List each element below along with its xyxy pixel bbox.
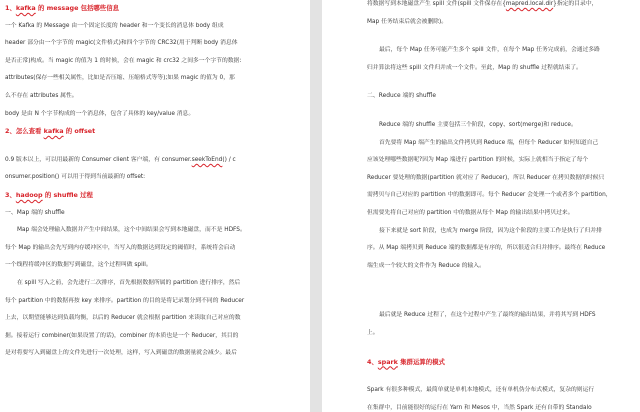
paragraph-line: 端生成一个较大的文件作为 Reduce 的输入。 [367, 262, 485, 269]
paragraph-line: 么不存在 attributes 属性。 [5, 92, 78, 99]
paragraph-line: header 部分由一个字节的 magic(文件格式)和四个字节的 CRC32(用于判断 body 消息体 [5, 40, 238, 47]
paragraph-line: Reduce 端的 shuffle 主要包括三个阶段，copy、sort(merge)和 reduce。 [379, 121, 577, 128]
paragraph-line: 最后，每个 Map 任务可能产生多个 spill 文件，在每个 Map 任务完成前，会通过多路 [379, 47, 600, 54]
spellcheck-underline: seekToEnd [191, 156, 223, 163]
paragraph-line: Map 任务结束后就会被删除)。 [367, 18, 448, 25]
paragraph-line: 上去，以期望能够达到负载均衡，以后的 Reducer 就会根据 partition 来读取自己对应的数 [5, 315, 241, 322]
paragraph-line: 归并算法将这些 spill 文件归并成一个文件。至此，Map 的 shuffle 过程就结束了。 [367, 64, 582, 71]
subsection-heading: 二、Reduce 端的 shuffle [367, 93, 436, 100]
section-heading-1: 1、kafka 的 message 包括哪些信息 [5, 4, 119, 12]
section-heading-4: 4、spark 集群运算的模式 [367, 357, 445, 366]
spellcheck-underline: hadoop [15, 190, 43, 199]
paragraph-line: 应该处理哪些数据呢?因为 Map 端进行 partition 的时候，实际上就相当于指定了每个 [367, 157, 589, 164]
paragraph-line: 据。接着运行 combiner(如果设置了的话)，combiner 的本质也是一个 Reducer，其目的 [5, 332, 239, 339]
spellcheck-underline: mapred.local.dir [505, 1, 554, 7]
paragraph-line: 一个 Kafka 的 Message 由一个固定长度的 header 和一个变长的消息体 body 组成 [5, 22, 224, 29]
spellcheck-underline: kafka [15, 4, 36, 12]
paragraph-line: 上。 [367, 329, 379, 336]
section-heading-2: 2、怎么查看 kafka 的 offset [5, 127, 96, 136]
paragraph-line: 需拷贝与自己对应的 partition 中的数据即可。每个 Reducer 会处理一个或者多个 partition， [367, 192, 612, 199]
paragraph-line: onsumer.position() 可以用于得到当前最新的 offset: [5, 174, 146, 181]
paragraph-line: 在集群中，目前能很好的运行在 Yarn 和 Mesos 中，当然 Spark 还有自带的 Standalo [367, 404, 592, 411]
paragraph-line: Spark 有很多种模式，最简单就是单机本地模式，还有单机伪分布式模式，复杂的则运行 [367, 387, 595, 394]
section-heading-3: 3、hadoop 的 shuffle 过程 [5, 190, 93, 199]
paragraph-line: 序。从 Map 端拷贝到 Reduce 端的数据都是有序的，所以很适合归并排序。最终在 Reduce [367, 245, 606, 252]
paragraph-line: 一个线程将缓冲区的数据写到磁盘，这个过程叫做 spill。 [5, 262, 152, 269]
subsection-heading: 一、Map 端的 shuffle [5, 209, 65, 216]
paragraph-line: body 是由 N 个字节构成的一个消息体，包含了具体的 key/value 消息。 [5, 110, 195, 117]
paragraph-line: 接下来就是 sort 阶段，也成为 merge 阶段，因为这个阶段的主要工作是执行了归并排 [379, 227, 602, 234]
spellcheck-underline: kafka [43, 127, 64, 136]
document-page-right [322, 0, 640, 412]
paragraph-line: 将数据写到本地磁盘产生 spill 文件(spill 文件保存在{mapred.local.dir}指定的目录中， [367, 1, 598, 7]
paragraph-line: 每个 Map 的输出会先写到内存缓冲区中，当写入的数据达到设定的阈值时，系统将会启动 [5, 244, 236, 251]
paragraph-line: attributes(保存一些相关属性，比如是否压缩、压缩格式等等);如果 magic 的值为 0，那 [5, 75, 235, 82]
paragraph-line: 在 spill 写入之前，会先进行二次排序，首先根据数据所属的 partition 进行排序，然后 [17, 279, 241, 286]
paragraph-line: Map 端会处理输入数据并产生中间结果，这个中间结果会写到本地磁盘，而不是 HDFS。 [17, 227, 246, 234]
paragraph-line: 是对将要写入到磁盘上的文件先进行一次处理，这样，写入到磁盘的数据量就会减少。最后 [5, 350, 237, 357]
paragraph-line: 但需要先将自己对应的 partition 中的数据从每个 Map 的输出结果中拷贝过来。 [367, 209, 574, 216]
paragraph-line: 最后就是 Reduce 过程了，在这个过程中产生了最终的输出结果，并将其写到 HDFS [379, 312, 596, 319]
document-page-left [0, 0, 310, 412]
paragraph-line: Reducer 要处理的数据(partition 就对应了 Reducer)，所以 Reducer 在拷贝数据的时候只 [367, 174, 605, 181]
paragraph-line: 每个 partition 中的数据再按 key 来排序。partition 的目的是将记录划分到不同的 Reducer [5, 297, 245, 304]
paragraph-line: 首先要将 Map 端产生的输出文件拷贝到 Reduce 端，但每个 Reducer 如何知道自己 [379, 139, 599, 146]
paragraph-line: 0.9 版本以上，可以用最新的 Consumer client 客户端，有 consumer.seekToEnd() / c [5, 156, 236, 163]
paragraph-line: 是否正常)构成。当 magic 的值为 1 的时候，会在 magic 和 crc32 之间多一个字节的数据: [5, 57, 242, 64]
spellcheck-underline: spark [377, 357, 398, 366]
